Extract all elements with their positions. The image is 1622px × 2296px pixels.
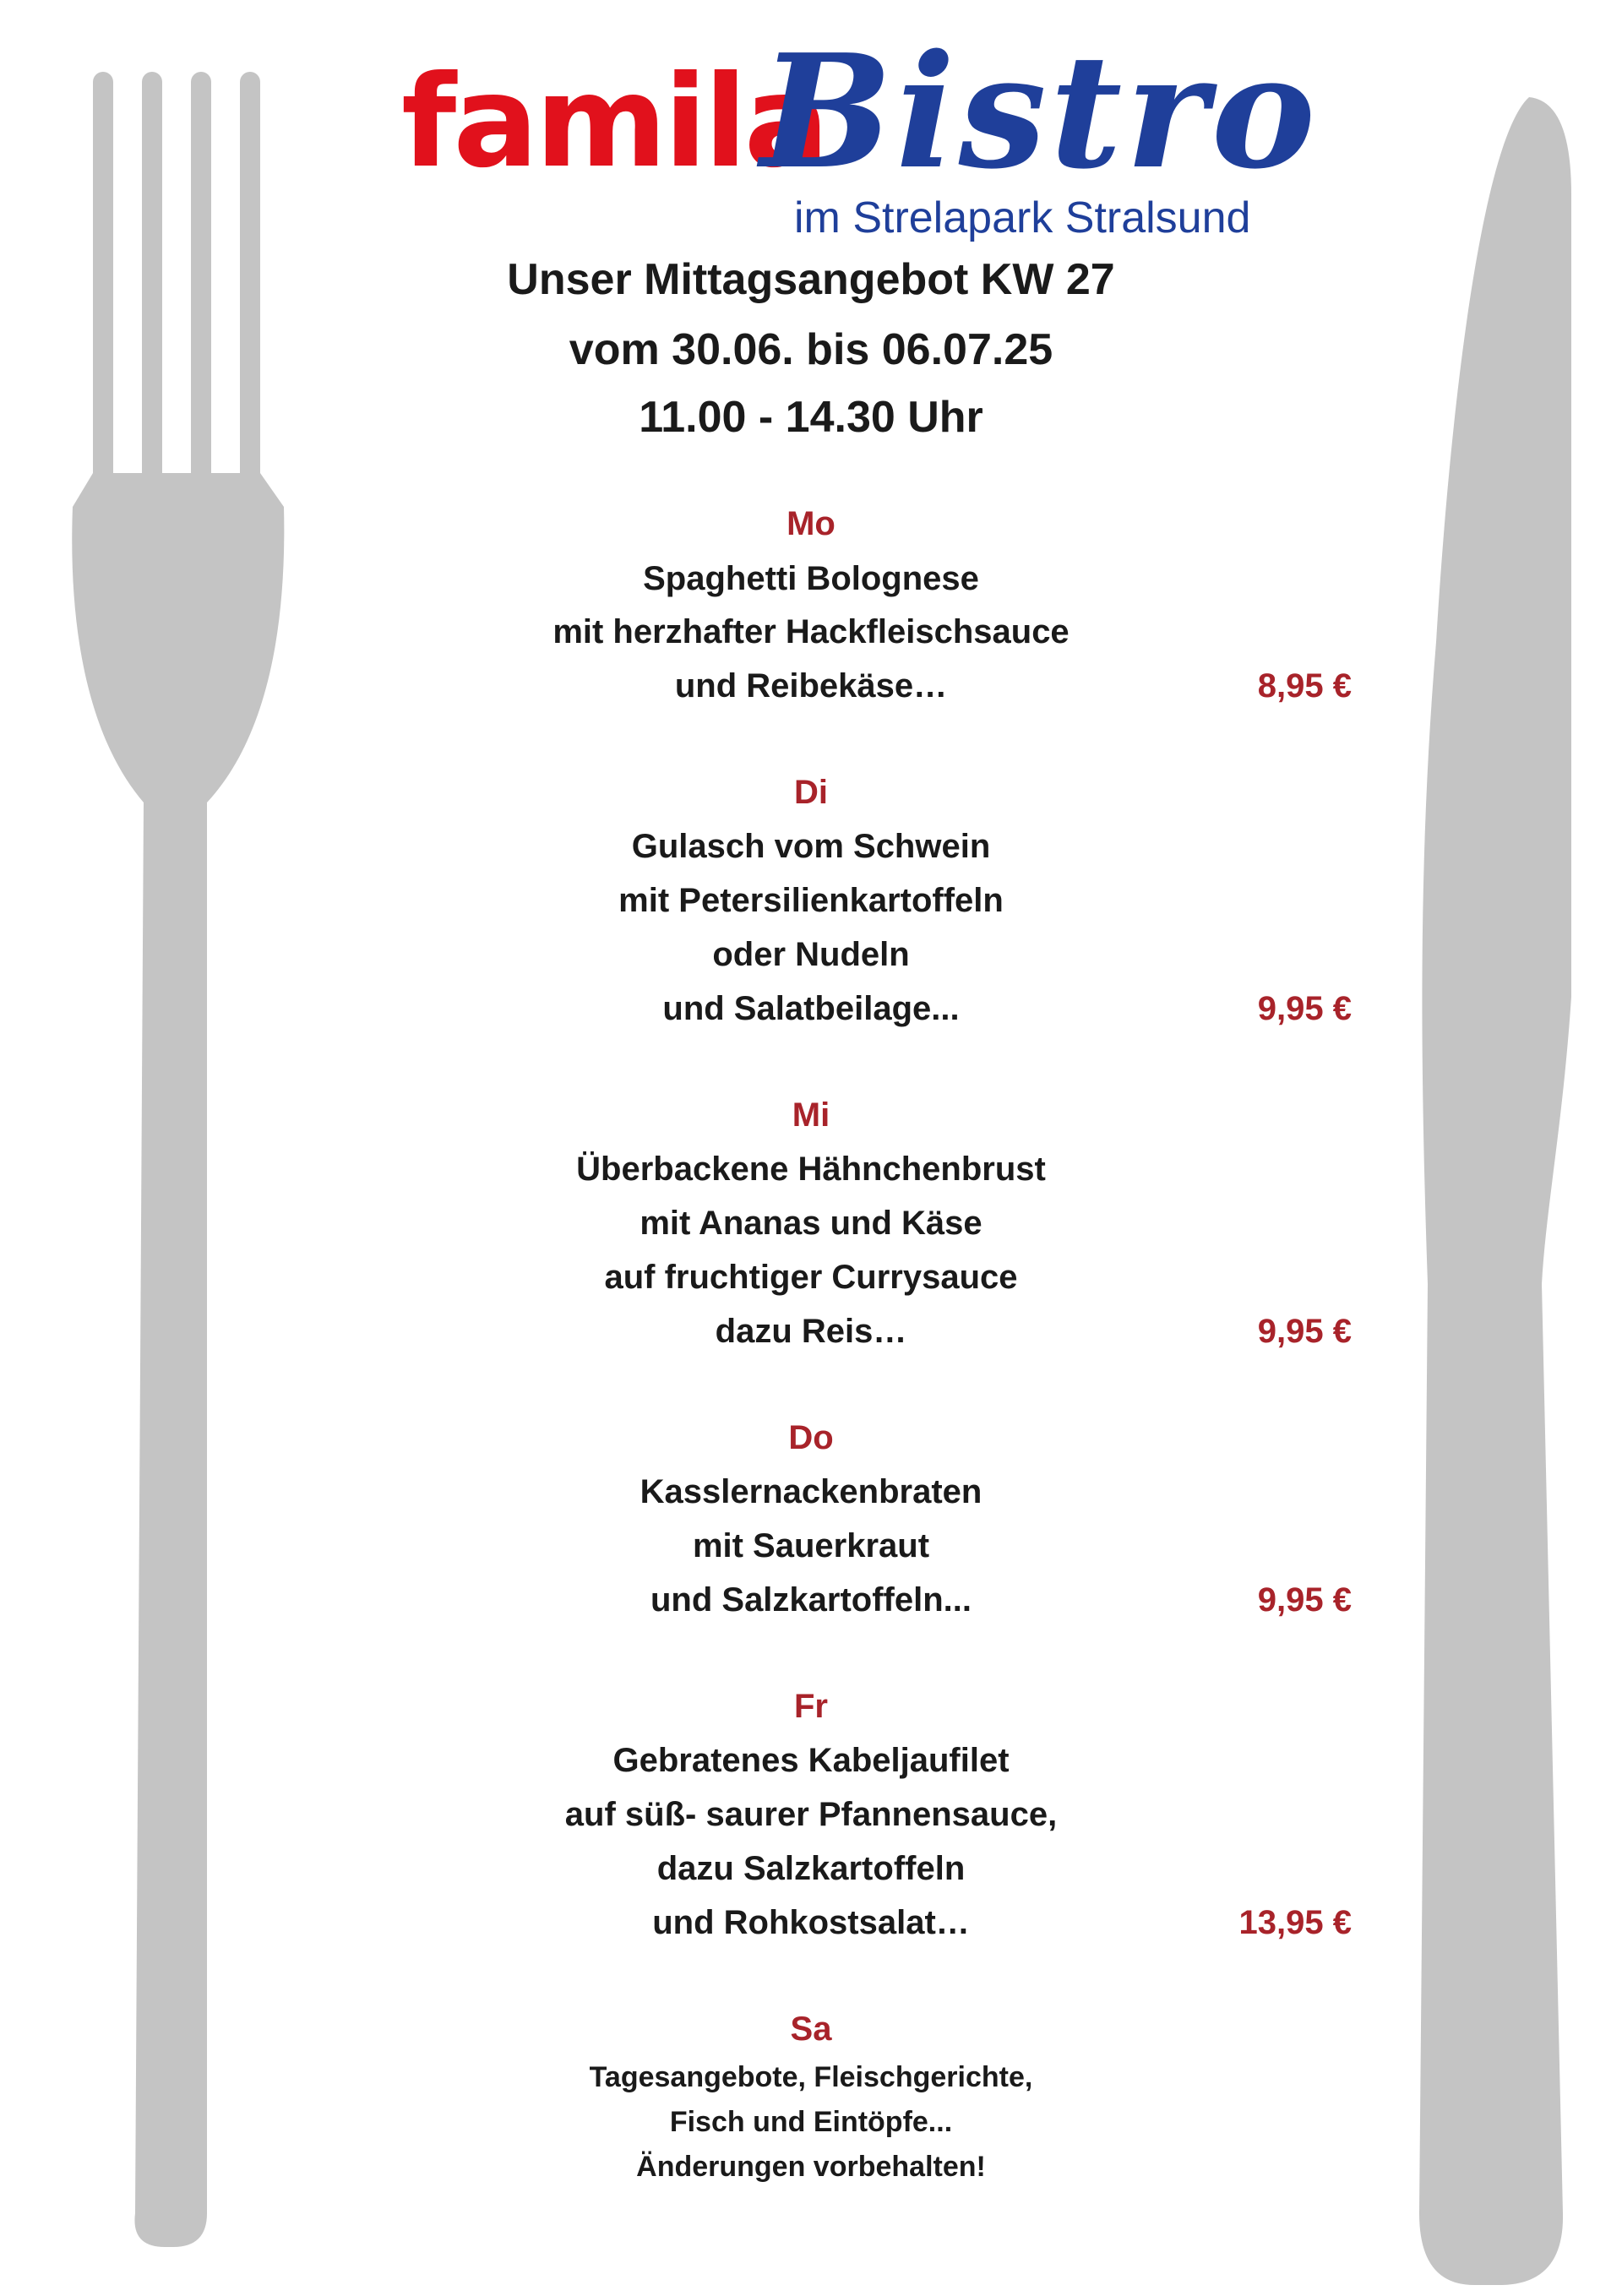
dish-line: Gebratenes Kabeljaufilet [612, 1742, 1010, 1779]
dish-line: mit Sauerkraut [692, 1527, 930, 1564]
saturday-line: Tagesangebote, Fleischgerichte, [589, 2061, 1033, 2093]
dish-line: Überbackene Hähnchenbrust [576, 1151, 1046, 1188]
day-label-mi: Mi [792, 1096, 830, 1134]
famila-logo: famila [401, 49, 826, 196]
dish-line: Gulasch vom Schwein [631, 828, 991, 865]
location-subtitle: im Strelapark Stralsund [794, 193, 1251, 242]
price-mo: 8,95 € [1257, 667, 1352, 705]
dish-line: mit Ananas und Käse [640, 1205, 982, 1242]
day-label-fr: Fr [794, 1688, 828, 1725]
saturday-line: Fisch und Eintöpfe... [669, 2106, 953, 2138]
dish-line: oder Nudeln [712, 936, 910, 973]
menu-title: Unser Mittagsangebot KW 27 [507, 255, 1115, 304]
dish-line: auf süß- saurer Pfannensauce, [564, 1796, 1058, 1833]
price-do: 9,95 € [1257, 1581, 1352, 1619]
dish-line: auf fruchtiger Currysauce [604, 1259, 1018, 1296]
dish-line: und Reibekäse… [674, 667, 948, 705]
dish-line: mit Petersilienkartoffeln [618, 882, 1004, 919]
dish-line: Spaghetti Bolognese [643, 560, 979, 597]
dish-line: mit herzhafter Hackfleischsauce [552, 613, 1070, 650]
price-mi: 9,95 € [1257, 1313, 1352, 1350]
day-label-di: Di [794, 774, 828, 811]
dish-line: und Salzkartoffeln... [650, 1581, 972, 1619]
price-fr: 13,95 € [1238, 1904, 1352, 1941]
opening-hours: 11.00 - 14.30 Uhr [639, 393, 983, 442]
day-label-do: Do [788, 1419, 834, 1456]
disclaimer: Änderungen vorbehalten! [636, 2151, 986, 2183]
dish-line: und Rohkostsalat… [652, 1904, 970, 1941]
price-di: 9,95 € [1257, 990, 1352, 1027]
date-range: vom 30.06. bis 06.07.25 [569, 325, 1053, 374]
day-label-mo: Mo [787, 505, 835, 542]
dish-line: dazu Salzkartoffeln [656, 1850, 966, 1887]
day-label-sa: Sa [790, 2010, 832, 2048]
dish-line: dazu Reis… [715, 1313, 907, 1350]
bistro-logo: Bistro [760, 19, 1320, 204]
dish-line: Kasslernackenbraten [640, 1473, 982, 1510]
dish-line: und Salatbeilage... [662, 990, 960, 1027]
